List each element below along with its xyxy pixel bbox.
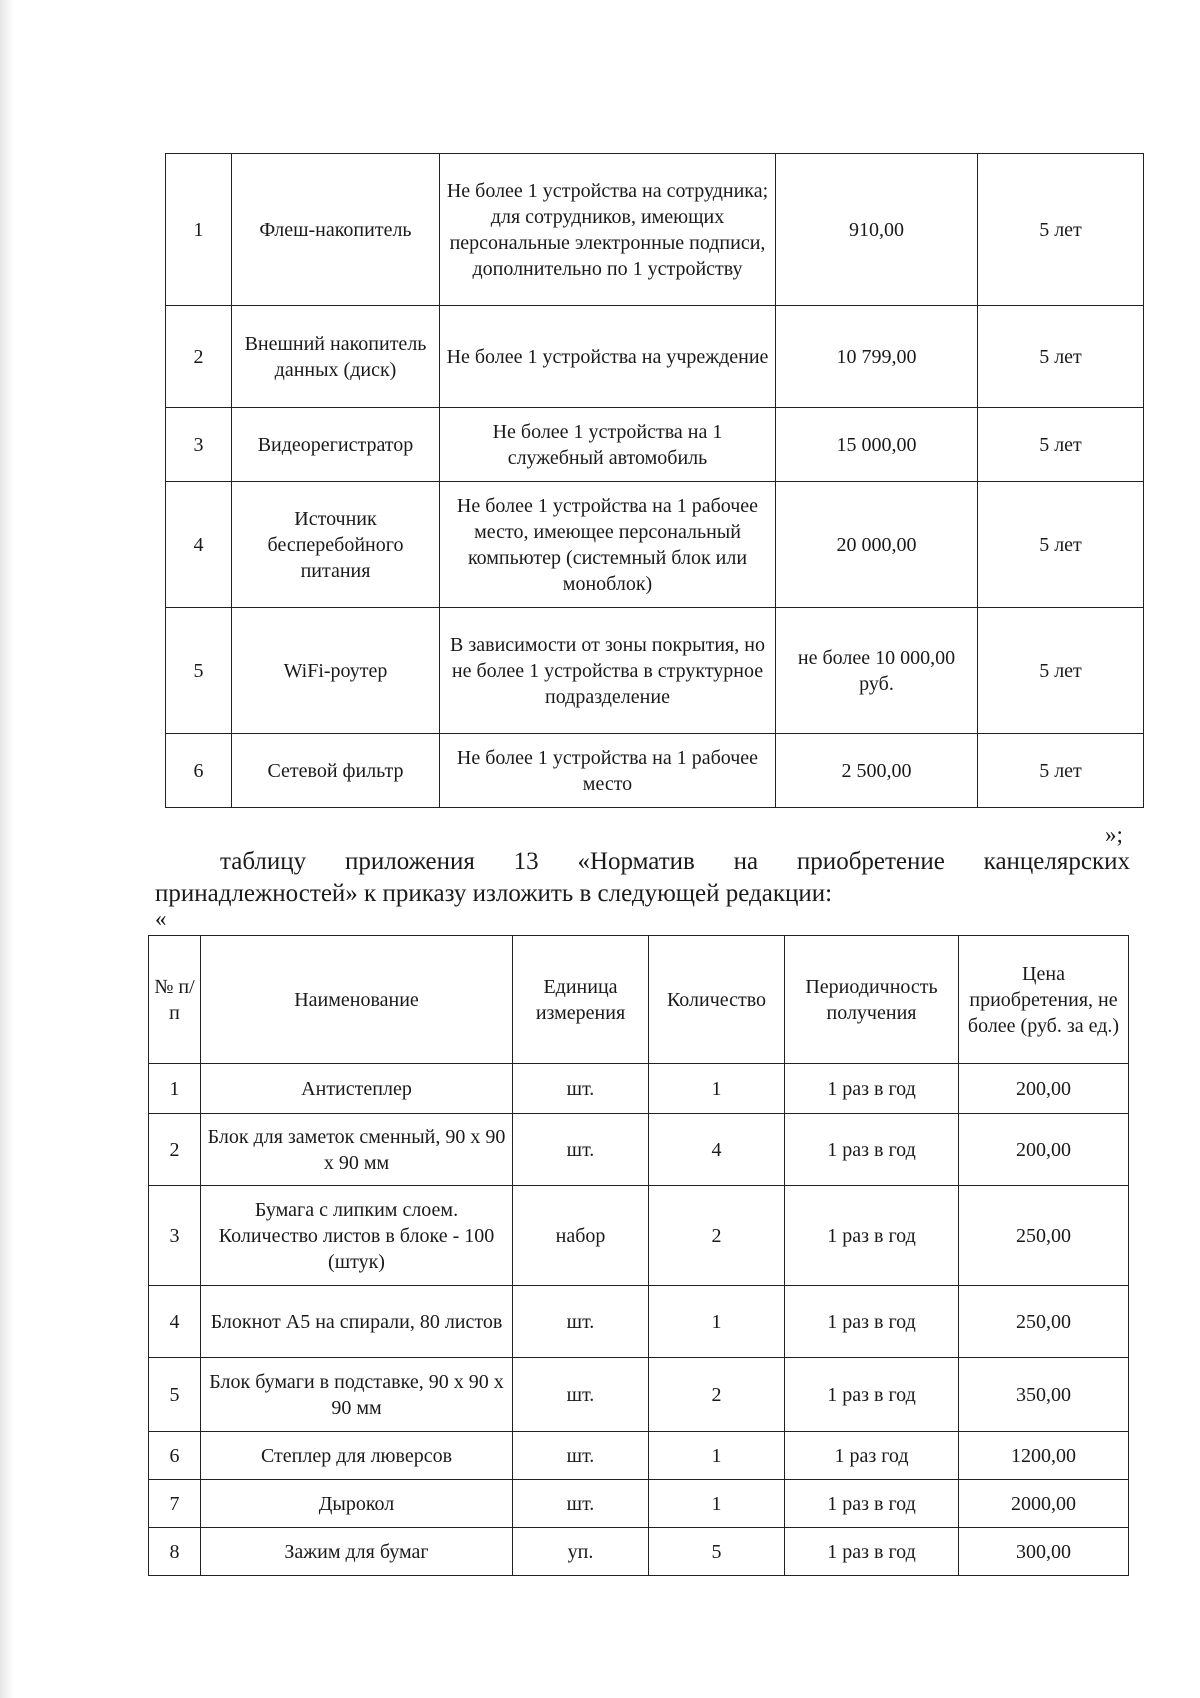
- item-period: 1 раз год: [785, 1432, 959, 1480]
- item-quantity: 1: [649, 1064, 785, 1114]
- item-name: Блок для заметок сменный, 90 х 90 х 90 мм: [201, 1114, 513, 1186]
- header-price: Цена приобретения, не более (руб. за ед.): [959, 936, 1129, 1064]
- item-term: 5 лет: [978, 482, 1144, 608]
- item-period: 1 раз в год: [785, 1186, 959, 1286]
- table-row: [149, 1286, 1129, 1358]
- scan-edge-shadow: [0, 0, 14, 1698]
- item-term: 5 лет: [978, 408, 1144, 482]
- table-row: [149, 1186, 1129, 1286]
- table-row: [166, 306, 1144, 408]
- item-name: Блок бумаги в подставке, 90 х 90 х 90 мм: [201, 1358, 513, 1432]
- table-row: [166, 482, 1144, 608]
- item-term: 5 лет: [978, 734, 1144, 808]
- item-quantity: 5: [649, 1528, 785, 1576]
- item-norm: Не более 1 устройства на 1 рабочее место, имеющее персональный компьютер (системный блок или моноблок): [440, 482, 776, 608]
- row-number: 4: [149, 1286, 201, 1358]
- header-period: Периодичность получения: [785, 936, 959, 1064]
- item-unit: шт.: [513, 1432, 649, 1480]
- item-unit: шт.: [513, 1286, 649, 1358]
- item-period: 1 раз в год: [785, 1480, 959, 1528]
- item-name: WiFi-роутер: [232, 608, 440, 734]
- item-unit: шт.: [513, 1480, 649, 1528]
- header-unit: Единица измерения: [513, 936, 649, 1064]
- item-name: Антистеплер: [201, 1064, 513, 1114]
- item-quantity: 2: [649, 1186, 785, 1286]
- item-price: не более 10 000,00 руб.: [776, 608, 978, 734]
- item-name: Сетевой фильтр: [232, 734, 440, 808]
- item-name: Флеш-накопитель: [232, 154, 440, 306]
- item-name: Зажим для бумаг: [201, 1528, 513, 1576]
- row-number: 5: [166, 608, 232, 734]
- item-unit: уп.: [513, 1528, 649, 1576]
- table-row: [149, 1358, 1129, 1432]
- row-number: 8: [149, 1528, 201, 1576]
- item-norm: Не более 1 устройства на учреждение: [440, 306, 776, 408]
- item-price: 350,00: [959, 1358, 1129, 1432]
- row-number: 1: [166, 154, 232, 306]
- item-period: 1 раз в год: [785, 1064, 959, 1114]
- item-period: 1 раз в год: [785, 1286, 959, 1358]
- row-number: 3: [149, 1186, 201, 1286]
- item-norm: Не более 1 устройства на 1 служебный автомобиль: [440, 408, 776, 482]
- item-norm: В зависимости от зоны покрытия, но не более 1 устройства в структурное подразделение: [440, 608, 776, 734]
- table-row: [149, 1432, 1129, 1480]
- table-row: [149, 1480, 1129, 1528]
- item-price: 250,00: [959, 1186, 1129, 1286]
- table-row: [166, 608, 1144, 734]
- item-unit: шт.: [513, 1064, 649, 1114]
- item-quantity: 2: [649, 1358, 785, 1432]
- item-quantity: 4: [649, 1114, 785, 1186]
- paragraph-line-1: таблицу приложения 13 «Норматив на приобретение канцелярских: [220, 848, 1130, 875]
- row-number: 7: [149, 1480, 201, 1528]
- item-price: 15 000,00: [776, 408, 978, 482]
- closing-quote: »;: [1105, 822, 1123, 847]
- item-norm: Не более 1 устройства на 1 рабочее место: [440, 734, 776, 808]
- item-term: 5 лет: [978, 306, 1144, 408]
- item-unit: шт.: [513, 1358, 649, 1432]
- table-row: [166, 154, 1144, 306]
- table-row: [166, 734, 1144, 808]
- row-number: 3: [166, 408, 232, 482]
- paragraph-line-2: принадлежностей» к приказу изложить в следующей редакции:: [155, 880, 833, 907]
- header-name: Наименование: [201, 936, 513, 1064]
- item-quantity: 1: [649, 1480, 785, 1528]
- item-name: Блокнот А5 на спирали, 80 листов: [201, 1286, 513, 1358]
- item-name: Дырокол: [201, 1480, 513, 1528]
- item-name: Видеорегистратор: [232, 408, 440, 482]
- stationery-norms-table: [148, 935, 1129, 1576]
- row-number: 4: [166, 482, 232, 608]
- header-quantity: Количество: [649, 936, 785, 1064]
- item-name: Внешний накопитель данных (диск): [232, 306, 440, 408]
- opening-quote: «: [155, 906, 167, 931]
- table-row: [149, 1114, 1129, 1186]
- row-number: 2: [166, 306, 232, 408]
- table-row: [149, 1064, 1129, 1114]
- item-quantity: 1: [649, 1286, 785, 1358]
- item-price: 10 799,00: [776, 306, 978, 408]
- item-price: 2000,00: [959, 1480, 1129, 1528]
- row-number: 1: [149, 1064, 201, 1114]
- item-price: 300,00: [959, 1528, 1129, 1576]
- row-number: 5: [149, 1358, 201, 1432]
- item-term: 5 лет: [978, 608, 1144, 734]
- item-price: 20 000,00: [776, 482, 978, 608]
- table-row: [149, 1528, 1129, 1576]
- item-price: 2 500,00: [776, 734, 978, 808]
- item-norm: Не более 1 устройства на сотрудника; для сотрудников, имеющих персональные электронные подписи, дополнительно по 1 устройству: [440, 154, 776, 306]
- item-price: 1200,00: [959, 1432, 1129, 1480]
- item-price: 250,00: [959, 1286, 1129, 1358]
- row-number: 6: [149, 1432, 201, 1480]
- row-number: 6: [166, 734, 232, 808]
- item-name: Бумага с липким слоем. Количество листов в блоке - 100 (штук): [201, 1186, 513, 1286]
- devices-norms-table: [165, 153, 1144, 808]
- item-quantity: 1: [649, 1432, 785, 1480]
- row-number: 2: [149, 1114, 201, 1186]
- amendment-paragraph: [155, 846, 1130, 910]
- item-unit: шт.: [513, 1114, 649, 1186]
- item-price: 910,00: [776, 154, 978, 306]
- item-name: Источник бесперебойного питания: [232, 482, 440, 608]
- table-row: [166, 408, 1144, 482]
- item-period: 1 раз в год: [785, 1358, 959, 1432]
- item-price: 200,00: [959, 1064, 1129, 1114]
- item-period: 1 раз в год: [785, 1114, 959, 1186]
- item-unit: набор: [513, 1186, 649, 1286]
- table-header-row: [149, 936, 1129, 1064]
- item-name: Степлер для люверсов: [201, 1432, 513, 1480]
- item-term: 5 лет: [978, 154, 1144, 306]
- item-period: 1 раз в год: [785, 1528, 959, 1576]
- item-price: 200,00: [959, 1114, 1129, 1186]
- header-number: № п/п: [149, 936, 201, 1064]
